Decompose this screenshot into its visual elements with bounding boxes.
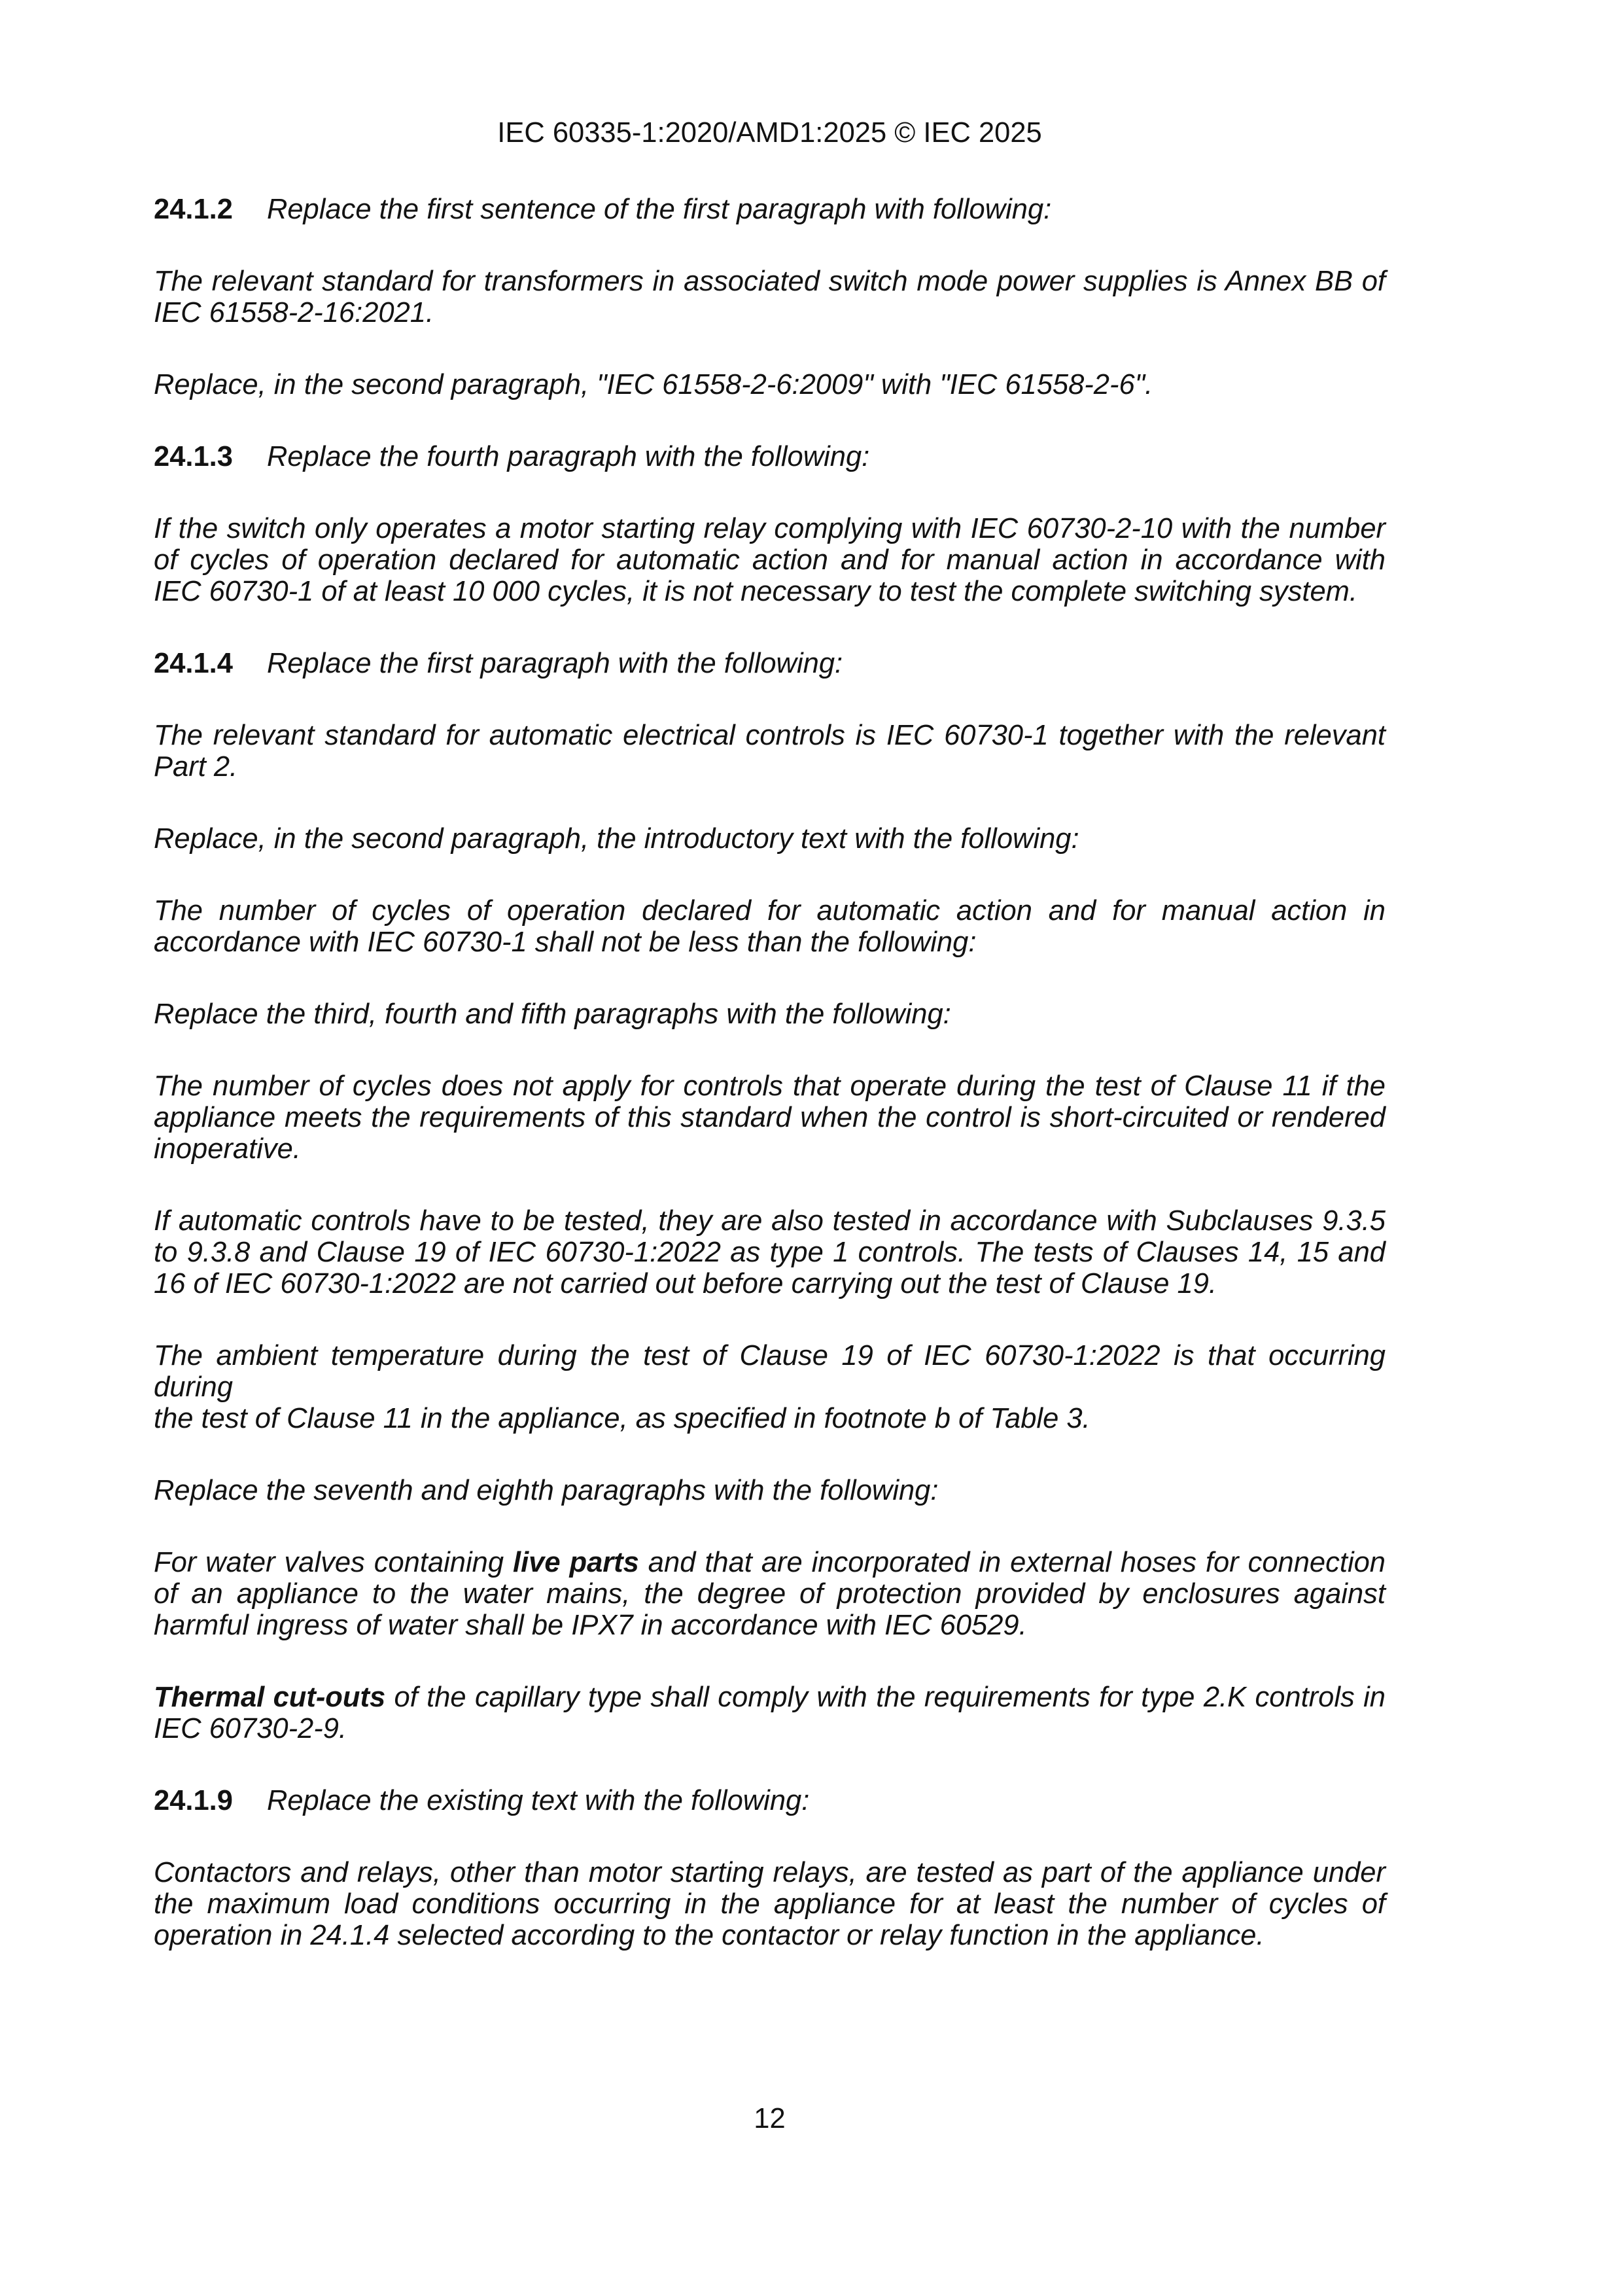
text-segment: accordance with IEC 60730-1 shall not be less than the following: [154, 927, 977, 958]
clause-heading-24-1-4-line [154, 648, 1386, 679]
paragraph-contactors-and-relays-line [154, 1920, 1386, 1951]
page-header [154, 117, 1386, 149]
text-segment-num: 24.1.4 [154, 648, 233, 679]
paragraph-transformers-line [154, 266, 1386, 297]
clause-heading-24-1-2-line [154, 194, 1386, 225]
text-segment: The relevant standard for automatic electrical controls is IEC 60730-1 together with the relevant [154, 720, 1386, 751]
paragraph-contactors-and-relays-line [154, 1888, 1386, 1920]
text-segment: of the capillary type shall comply with the requirements for type 2.K controls in [385, 1682, 1386, 1713]
text-segment: and that are incorporated in external hoses for connection [638, 1547, 1386, 1578]
paragraph-number-of-cycles-declared-line [154, 927, 1386, 958]
text-segment: IEC 60730-1 of at least 10 000 cycles, it is not necessary to test the complete switching system. [154, 576, 1357, 607]
paragraph-switch-motor-starting-relay-line [154, 513, 1386, 544]
instruction-replace-introductory-text-line [154, 823, 1386, 855]
text-segment: 16 of IEC 60730-1:2022 are not carried out before carrying out the test of Clause 19. [154, 1268, 1217, 1299]
text-segment: The number of cycles does not apply for controls that operate during the test of Clause 11 if the [154, 1070, 1386, 1102]
text-segment-bold: live parts [513, 1547, 639, 1578]
paragraph-switch-motor-starting-relay-line [154, 544, 1386, 576]
instruction-replace-seventh-eighth [154, 1475, 1386, 1506]
text-segment-instr: Replace the fourth paragraph with the following: [266, 441, 870, 472]
paragraph-automatic-controls-tested-line [154, 1237, 1386, 1268]
paragraph-automatic-electrical-controls-line [154, 720, 1386, 751]
instruction-replace-second-paragraph-line [154, 369, 1386, 400]
instruction-replace-third-fourth-fifth-line [154, 998, 1386, 1030]
clause-heading-24-1-9 [154, 1785, 1386, 1816]
paragraph-automatic-controls-tested-line [154, 1205, 1386, 1237]
paragraph-ambient-temperature-line [154, 1403, 1386, 1434]
text-segment: to 9.3.8 and Clause 19 of IEC 60730-1:2022 as type 1 controls. The tests of Clauses 14, 15 and [154, 1237, 1386, 1268]
paragraph-cycles-not-apply-line [154, 1133, 1386, 1165]
document-body [154, 117, 1386, 1992]
paragraph-number-of-cycles-declared-line [154, 895, 1386, 927]
text-segment: If the switch only operates a motor starting relay complying with IEC 60730-2-10 with the number [154, 513, 1386, 544]
text-segment: IEC 60730-2-9. [154, 1713, 347, 1744]
text-segment: of cycles of operation declared for automatic action and for manual action in accordance with [154, 544, 1386, 576]
clause-heading-24-1-4 [154, 648, 1386, 679]
paragraph-ambient-temperature-line [154, 1340, 1386, 1403]
paragraph-switch-motor-starting-relay-line [154, 576, 1386, 607]
paragraph-water-valves-line [154, 1610, 1386, 1641]
instruction-replace-third-fourth-fifth [154, 998, 1386, 1030]
text-segment: If automatic controls have to be tested, they are also tested in accordance with Subclauses 9.3.5 [154, 1205, 1386, 1237]
page-number: 12 [754, 2103, 786, 2134]
text-segment-bold: Thermal cut-outs [154, 1682, 386, 1713]
text-segment: appliance meets the requirements of this standard when the control is short-circuited or rendered [154, 1102, 1386, 1133]
paragraph-automatic-electrical-controls [154, 720, 1386, 783]
paragraph-thermal-cut-outs [154, 1682, 1386, 1744]
paragraph-water-valves-line [154, 1578, 1386, 1610]
text-segment: Contactors and relays, other than motor starting relays, are tested as part of the appliance under [154, 1857, 1386, 1888]
paragraph-water-valves-line [154, 1547, 1386, 1578]
text-segment: the test of Clause 11 in the appliance, as specified in footnote b of Table 3. [154, 1403, 1091, 1434]
text-segment-instr: Replace the first sentence of the first paragraph with following: [266, 194, 1052, 225]
text-segment: Replace the third, fourth and fifth paragraphs with the following: [154, 998, 951, 1030]
text-segment: The relevant standard for transformers in associated switch mode power supplies is Annex BB of [154, 266, 1386, 297]
clause-heading-24-1-9-line [154, 1785, 1386, 1816]
text-segment-num: 24.1.9 [154, 1785, 233, 1816]
paragraph-cycles-not-apply-line [154, 1102, 1386, 1133]
paragraph-thermal-cut-outs-line [154, 1713, 1386, 1744]
text-segment: inoperative. [154, 1133, 301, 1165]
clause-heading-24-1-3-line [154, 441, 1386, 472]
paragraph-ambient-temperature [154, 1340, 1386, 1434]
text-segment: Replace, in the second paragraph, the introductory text with the following: [154, 823, 1079, 855]
text-segment: harmful ingress of water shall be IPX7 in accordance with IEC 60529. [154, 1610, 1027, 1641]
paragraph-number-of-cycles-declared [154, 895, 1386, 958]
paragraph-automatic-controls-tested-line [154, 1268, 1386, 1299]
text-segment: The ambient temperature during the test of Clause 19 of IEC 60730-1:2022 is that occurring during [154, 1340, 1386, 1403]
instruction-replace-seventh-eighth-line [154, 1475, 1386, 1506]
text-segment-num: 24.1.2 [154, 194, 233, 225]
text-segment-num: 24.1.3 [154, 441, 233, 472]
paragraph-cycles-not-apply [154, 1070, 1386, 1165]
text-segment-instr: Replace the first paragraph with the following: [266, 648, 843, 679]
paragraph-contactors-and-relays-line [154, 1857, 1386, 1888]
paragraph-automatic-controls-tested [154, 1205, 1386, 1299]
text-segment: of an appliance to the water mains, the degree of protection provided by enclosures against [154, 1578, 1386, 1610]
clause-heading-24-1-3 [154, 441, 1386, 472]
instruction-replace-second-paragraph [154, 369, 1386, 400]
paragraph-transformers [154, 266, 1386, 328]
page-header-line [154, 117, 1386, 149]
paragraph-transformers-line [154, 297, 1386, 328]
paragraph-water-valves [154, 1547, 1386, 1641]
paragraph-thermal-cut-outs-line [154, 1682, 1386, 1713]
text-segment: Replace the seventh and eighth paragraphs with the following: [154, 1475, 939, 1506]
paragraph-contactors-and-relays [154, 1857, 1386, 1951]
text-segment: The number of cycles of operation declared for automatic action and for manual action in [154, 895, 1386, 927]
text-segment: the maximum load conditions occurring in the appliance for at least the number of cycles of [154, 1888, 1386, 1920]
clause-heading-24-1-2 [154, 194, 1386, 225]
text-segment-instr: Replace the existing text with the following: [266, 1785, 810, 1816]
text-segment: For water valves containing [154, 1547, 513, 1578]
paragraph-cycles-not-apply-line [154, 1070, 1386, 1102]
paragraph-automatic-electrical-controls-line [154, 751, 1386, 783]
paragraph-switch-motor-starting-relay [154, 513, 1386, 607]
text-segment: IEC 61558-2-16:2021. [154, 297, 434, 328]
text-segment-plain: IEC 60335-1:2020/AMD1:2025 © IEC 2025 [497, 117, 1042, 149]
text-segment: Part 2. [154, 751, 238, 783]
text-segment: Replace, in the second paragraph, "IEC 61558-2-6:2009" with "IEC 61558-2-6". [154, 369, 1153, 400]
instruction-replace-introductory-text [154, 823, 1386, 855]
text-segment: operation in 24.1.4 selected according to the contactor or relay function in the appliance. [154, 1920, 1265, 1951]
